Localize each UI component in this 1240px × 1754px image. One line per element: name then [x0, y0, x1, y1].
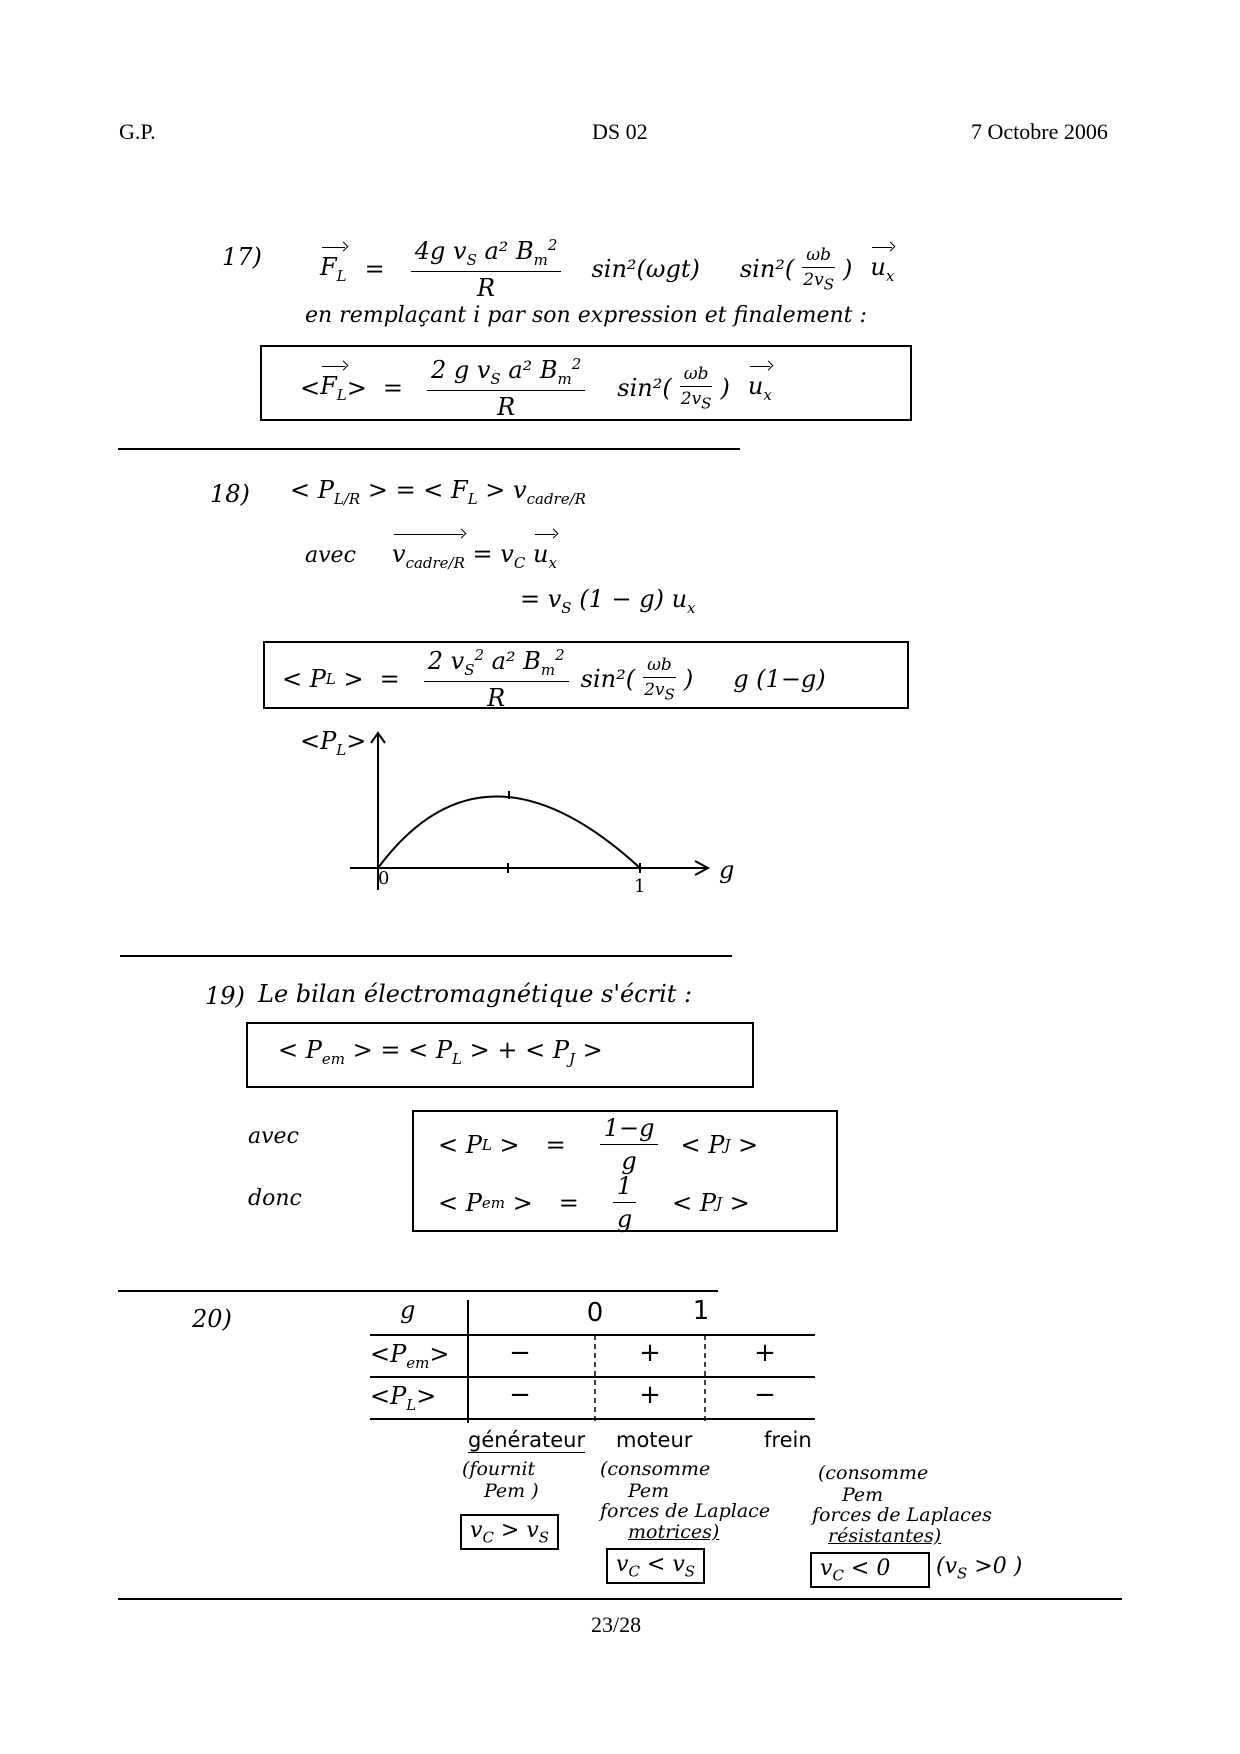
- condition-moteur: $v_C < v_S$: [606, 1548, 705, 1584]
- table-cell: −: [509, 1338, 531, 1368]
- q18-velocity-line1: $v_{cadre/R} = v_C$ $u_x$: [392, 540, 557, 572]
- header-right: 7 Octobre 2006: [971, 119, 1108, 144]
- graph-parabola: [378, 797, 640, 869]
- q17-average-force-equation: < $F_L$ > = $\frac{2 g v_S a^2 B_m^2}{R}$ sin²( $\frac{\omega b}{2v_S}$ ) $u_x$: [300, 355, 772, 421]
- q19-number: 19): [205, 982, 245, 1010]
- table-cell: +: [639, 1380, 661, 1410]
- regime-note: résistantes): [828, 1525, 942, 1547]
- table-g-label: g: [400, 1296, 416, 1324]
- table-tick-0: 0: [586, 1298, 604, 1328]
- regime-note: (consomme: [818, 1462, 929, 1484]
- q18-avec: avec: [305, 543, 356, 568]
- separator-3: [118, 1290, 718, 1292]
- regime-note: Pem: [842, 1484, 884, 1506]
- header-left: G.P.: [119, 119, 156, 144]
- page-number: 23/28: [591, 1612, 642, 1637]
- force-fraction: $\frac{4g v_S a^2 B_m^2}{R}$: [411, 236, 562, 302]
- q19-donc: donc: [248, 1186, 302, 1211]
- regime-note: forces de Laplace: [600, 1500, 771, 1522]
- q17-number: 17): [222, 243, 262, 271]
- graph-one-label: 1: [634, 876, 646, 897]
- condition-frein-extra: ($v_S >0$ ): [936, 1554, 1023, 1583]
- table-row-pl-label: $<P_L>$: [370, 1382, 437, 1414]
- regime-note: motrices): [628, 1521, 720, 1543]
- header-center: DS 02: [592, 119, 648, 144]
- q19-balance-equation: < $P_{em}$ > = < $P_L$ > + < $P_J$ >: [278, 1036, 603, 1068]
- regime-note: (consomme: [600, 1458, 711, 1480]
- condition-frein: $v_C < 0$: [810, 1552, 930, 1588]
- q18-number: 18): [210, 480, 250, 508]
- regime-generateur: générateur: [468, 1428, 586, 1452]
- regime-note: forces de Laplaces: [812, 1504, 992, 1526]
- regime-note: (fournit: [462, 1458, 536, 1480]
- q18-power-definition: < $P_{L/R}$ > = < $F_L > v_{cadre/R}$: [290, 476, 586, 508]
- ux-vector: $u_x$: [870, 253, 895, 285]
- graph-y-label: $<P_L>$: [300, 727, 367, 759]
- table-cell: +: [639, 1338, 661, 1368]
- graph-origin-label: 0: [378, 868, 390, 889]
- regime-frein: frein: [764, 1428, 812, 1452]
- q19-avec: avec: [248, 1124, 299, 1149]
- condition-generateur: $v_C > v_S$: [460, 1514, 559, 1550]
- q19-relation-1: < P L > = $\frac{1-g}{g}$ < P J >: [438, 1114, 759, 1175]
- regime-moteur: moteur: [616, 1428, 693, 1452]
- table-tick-1: 1: [692, 1296, 710, 1326]
- q19-intro: Le bilan électromagnétique s'écrit :: [258, 980, 693, 1008]
- q17-force-equation: $F_L$ = $\frac{4g v_S a^2 B_m^2}{R}$ sin²(ωgt) sin²( $\frac{\omega b}{2v_S}$ ) $u_x$: [320, 236, 895, 302]
- q19-relation-2: < P em > = $\frac{1}{g}$ < P J >: [438, 1172, 750, 1233]
- q17-note: en remplaçant i par son expression et finalement :: [305, 303, 867, 328]
- force-vector-symbol: $F_L$: [320, 253, 347, 285]
- table-cell: −: [509, 1380, 531, 1410]
- footer-rule: [118, 1598, 1122, 1600]
- regime-note: Pem ): [484, 1480, 539, 1502]
- q18-power-result: < P L > = $\frac{2 v_S^2 a^2 B_m^2}{R}$ sin²( $\frac{\omega b}{2v_S}$ ) g (1−g): [282, 646, 826, 712]
- graph-x-label: g: [719, 856, 735, 884]
- q20-number: 20): [192, 1305, 232, 1333]
- table-cell: +: [754, 1338, 776, 1368]
- q18-velocity-line2: = $v_S$ (1 − g) $u_x$: [520, 585, 696, 617]
- table-cell: −: [754, 1380, 776, 1410]
- separator-1: [118, 448, 740, 450]
- separator-2: [120, 955, 732, 957]
- table-row-pem-label: $<P_{em}>$: [370, 1340, 450, 1372]
- regime-note: Pem: [628, 1480, 670, 1502]
